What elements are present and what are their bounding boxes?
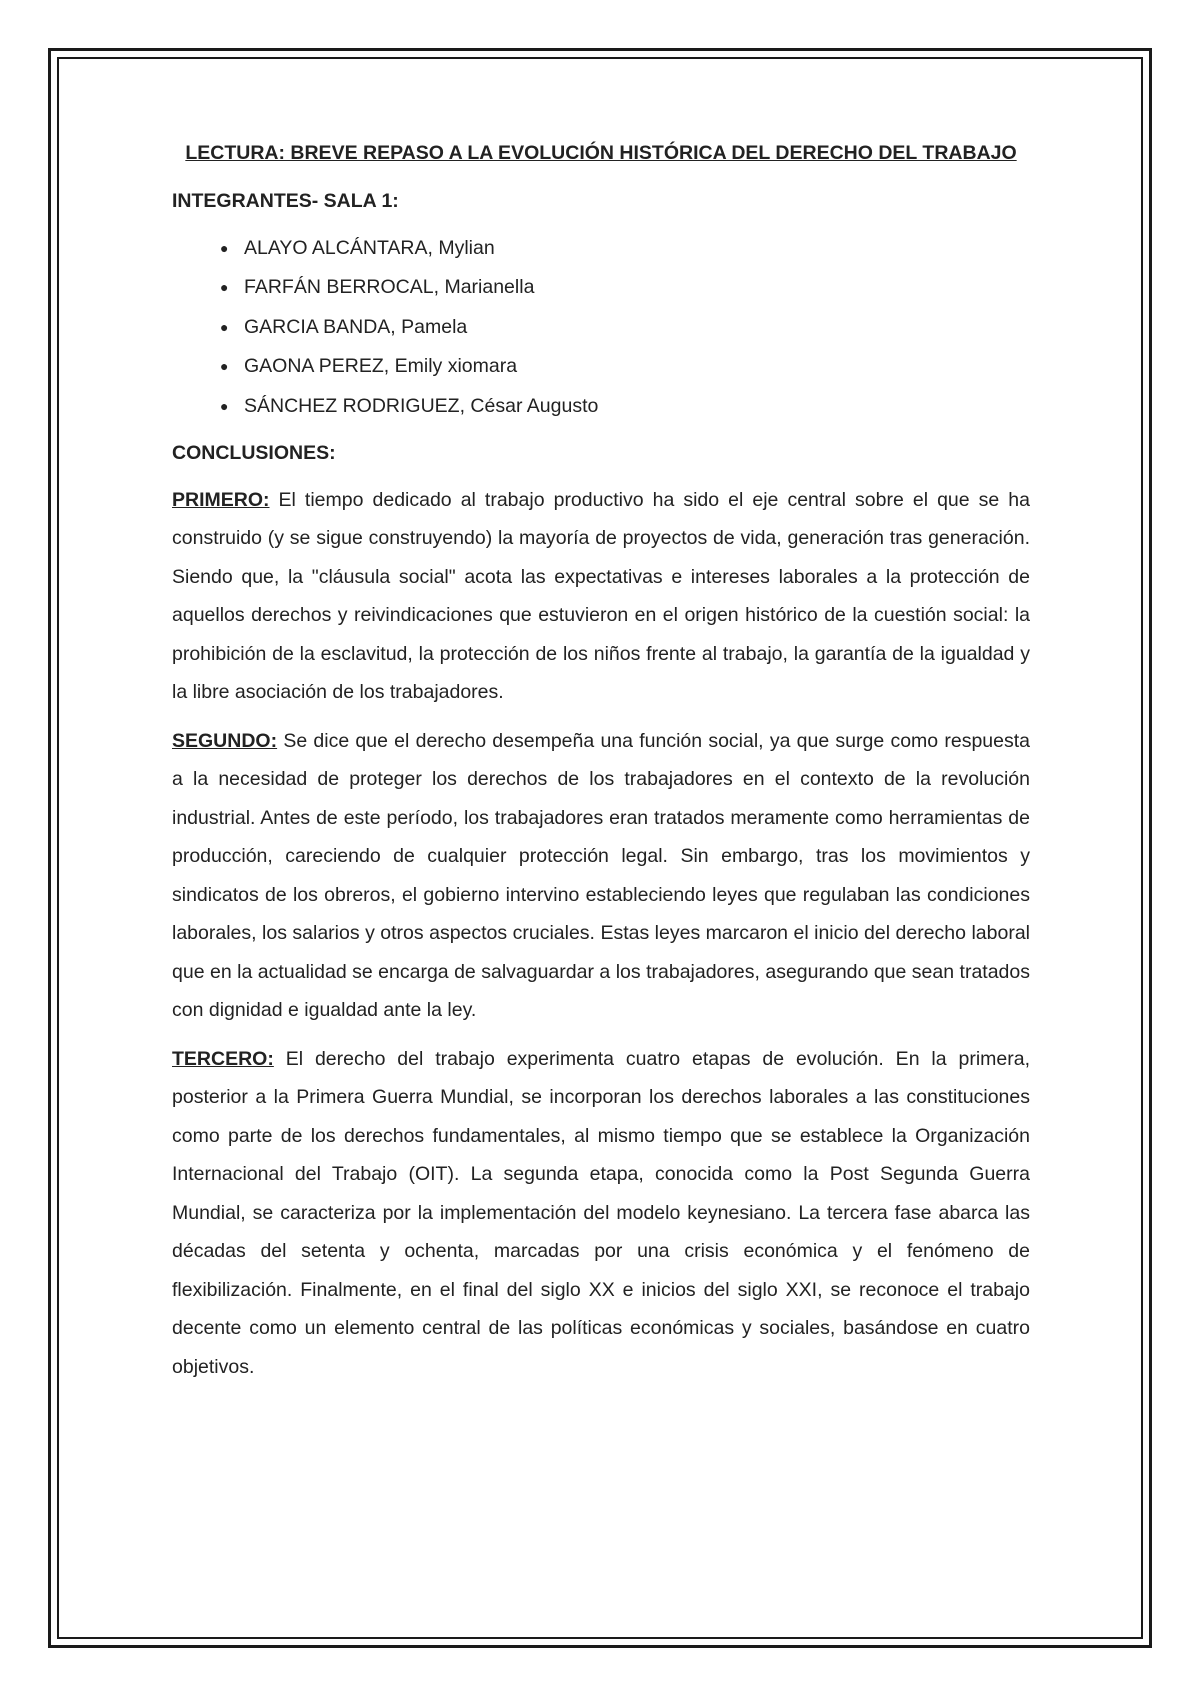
list-item: ● FARFÁN BERROCAL, Marianella	[172, 268, 1030, 308]
list-item: ● SÁNCHEZ RODRIGUEZ, César Augusto	[172, 387, 1030, 427]
list-item: ● GAONA PEREZ, Emily xiomara	[172, 347, 1030, 387]
conclusion-label: TERCERO:	[172, 1047, 274, 1070]
bullet-icon: ●	[220, 239, 229, 256]
conclusion-label: SEGUNDO:	[172, 729, 278, 752]
conclusion-paragraph-tercero	[172, 1040, 1030, 1387]
bullet-icon: ●	[220, 397, 229, 414]
conclusion-paragraph-segundo	[172, 722, 1030, 1030]
conclusion-text: El derecho del trabajo experimenta cuatro etapas de evolución. En la primera, posterior a la Primera Guerra Mundial, se incorporan los derechos laborales a las constituciones como parte de los derechos fundamentales, al mismo tiempo que se establece la Organización Internacional del Trabajo (OIT). La segunda etapa, conocida como la Post Segunda Guerra Mundial, se caracteriza por la implementación del modelo keynesiano. La tercera fase abarca las décadas del setenta y ochenta, marcadas por una crisis económica y el fenómeno de flexibilización. Finalmente, en el final del siglo XX e inicios del siglo XXI, se reconoce el trabajo decente como un elemento central de las políticas económicas y sociales, basándose en cuatro objetivos.	[172, 1047, 1030, 1378]
members-list	[172, 229, 1030, 427]
bullet-icon: ●	[220, 279, 229, 295]
list-item: ● GARCIA BANDA, Pamela	[172, 308, 1030, 348]
bullet-icon: ●	[220, 358, 229, 374]
conclusion-text: El tiempo dedicado al trabajo productivo ha sido el eje central sobre el que se ha construido (y se sigue construyendo) la mayoría de proyectos de vida, generación tras generación. Siendo que, la "cláusula social" acota las expectativas e intereses laborales a la protección de aquellos derechos y reivindicaciones que estuvieron en el origen histórico de la cuestión social: la prohibición de la esclavitud, la protección de los niños frente al trabajo, la garantía de la igualdad y la libre asociación de los trabajadores.	[172, 488, 1030, 703]
document-title: LECTURA: BREVE REPASO A LA EVOLUCIÓN HISTÓRICA DEL DERECHO DEL TRABAJO	[185, 142, 1017, 164]
document-body	[172, 134, 1030, 1396]
conclusion-label: PRIMERO:	[172, 488, 270, 511]
conclusion-paragraph-primero	[172, 481, 1030, 712]
list-item: ● ALAYO ALCÁNTARA, Mylian	[172, 229, 1030, 269]
conclusion-text: Se dice que el derecho desempeña una función social, ya que surge como respuesta a la necesidad de proteger los derechos de los trabajadores en el contexto de la revolución industrial. Antes de este período, los trabajadores eran tratados meramente como herramientas de producción, careciendo de cualquier protección legal. Sin embargo, tras los movimientos y sindicatos de los obreros, el gobierno intervino estableciendo leyes que regulaban las condiciones laborales, los salarios y otros aspectos cruciales. Estas leyes marcaron el inicio del derecho laboral que en la actualidad se encarga de salvaguardar a los trabajadores, asegurando que sean tratados con dignidad e igualdad ante la ley.	[172, 729, 1030, 1021]
conclusions-heading: CONCLUSIONES:	[172, 442, 336, 464]
bullet-icon: ●	[220, 318, 229, 335]
members-heading: INTEGRANTES- SALA 1:	[172, 190, 399, 212]
